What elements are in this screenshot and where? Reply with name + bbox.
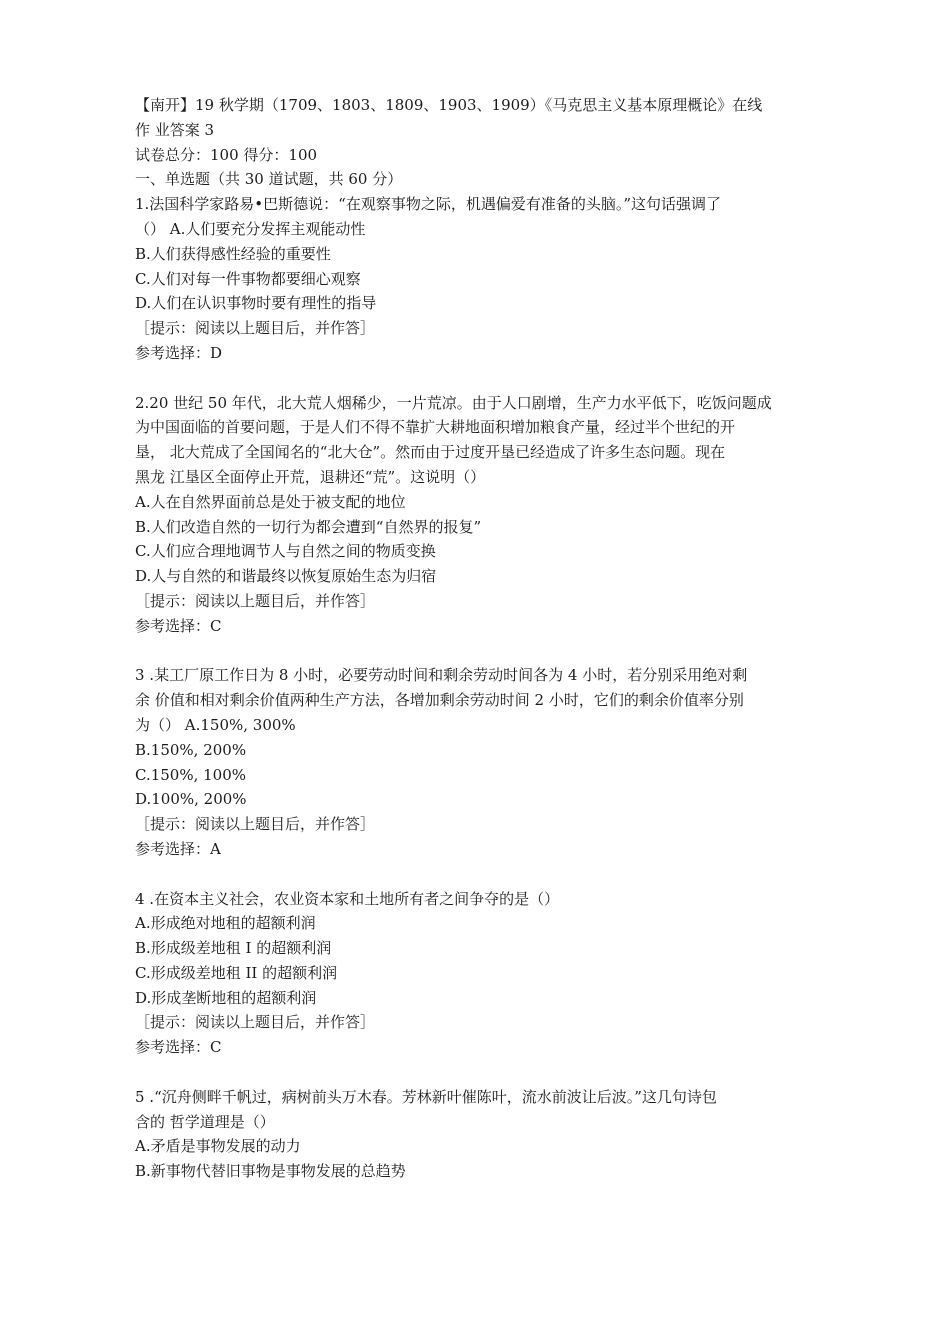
option-line: D.人与自然的和谐最终以恢复原始生态为归宿 <box>135 567 437 586</box>
question-line: 黑龙 江垦区全面停止开荒，退耕还“荒”。这说明（） <box>135 467 486 486</box>
section-heading: 一、单选题（共 30 道试题，共 60 分） <box>135 170 403 189</box>
answer-line: 参考选择：C <box>135 1038 222 1057</box>
question-line: 垦， 北大荒成了全国闻名的“北大仓”。然而由于过度开垦已经造成了许多生态问题。现在 <box>135 443 726 462</box>
option-line: C.形成级差地租 II 的超额利润 <box>135 963 338 982</box>
hint-line: ［提示：阅读以上题目后，并作答］ <box>135 815 376 834</box>
question-line: 2.20 世纪 50 年代，北大荒人烟稀少，一片荒凉。由于人口剧增，生产力水平低下，吃饭问题成 <box>135 393 772 412</box>
question-line: 4 .在资本主义社会，农业资本家和土地所有者之间争夺的是（） <box>135 889 560 908</box>
question-2 <box>135 391 825 639</box>
option-line: D.形成垄断地租的超额利润 <box>135 988 317 1007</box>
question-line: 为（） A.150%, 300% <box>135 715 296 734</box>
option-line: A.形成绝对地租的超额利润 <box>135 914 316 933</box>
hint-line: ［提示：阅读以上题目后，并作答］ <box>135 591 376 610</box>
question-line: 5 .“沉舟侧畔千帆过，病树前头万木春。芳林新叶催陈叶，流水前波让后波。”这几句诗包 <box>135 1087 717 1106</box>
spacer <box>135 1060 825 1085</box>
question-3 <box>135 663 825 861</box>
question-line: 1.法国科学家路易•巴斯德说：“在观察事物之际，机遇偏爱有准备的头脑。”这句话强调了 <box>135 195 721 214</box>
question-1 <box>135 192 825 366</box>
document-title-line-2: 作 业答案 3 <box>135 120 215 139</box>
option-line: B.150%, 200% <box>135 740 247 759</box>
answer-line: 参考选择：C <box>135 616 222 635</box>
document-title-line-1: 【南开】19 秋学期（1709、1803、1809、1903、1909）《马克思主义基本原理概论》在线 <box>135 96 763 114</box>
option-line: A.矛盾是事物发展的动力 <box>135 1137 301 1156</box>
document-page <box>135 93 825 1184</box>
question-line: 为中国面临的首要问题，于是人们不得不靠扩大耕地面积增加粮食产量，经过半个世纪的开 <box>135 418 736 437</box>
question-line: 3 .某工厂原工作日为 8 小时，必要劳动时间和剩余劳动时间各为 4 小时，若分别采用绝对剩 <box>135 666 748 685</box>
score-line: 试卷总分：100 得分：100 <box>135 145 318 164</box>
answer-line: 参考选择：D <box>135 343 223 362</box>
option-line: B.新事物代替旧事物是事物发展的总趋势 <box>135 1162 406 1181</box>
hint-line: ［提示：阅读以上题目后，并作答］ <box>135 319 376 338</box>
question-5 <box>135 1085 825 1184</box>
option-line: B.形成级差地租 I 的超额利润 <box>135 939 332 958</box>
option-line: C.150%, 100% <box>135 765 247 784</box>
question-line: 余 价值和相对剩余价值两种生产方法，各增加剩余劳动时间 2 小时，它们的剩余价值率分别 <box>135 691 744 710</box>
answer-line: 参考选择：A <box>135 839 221 858</box>
option-line: B.人们改造自然的一切行为都会遭到“自然界的报复” <box>135 517 482 536</box>
spacer <box>135 639 825 664</box>
hint-line: ［提示：阅读以上题目后，并作答］ <box>135 1013 376 1032</box>
option-line: C.人们应合理地调节人与自然之间的物质变换 <box>135 542 436 561</box>
option-line: C.人们对每一件事物都要细心观察 <box>135 269 361 288</box>
option-line: D.人们在认识事物时要有理性的指导 <box>135 294 377 313</box>
spacer <box>135 862 825 887</box>
option-line: B.人们获得感性经验的重要性 <box>135 244 331 263</box>
question-line: （） A.人们要充分发挥主观能动性 <box>135 219 366 238</box>
option-line: A.人在自然界面前总是处于被支配的地位 <box>135 492 406 511</box>
spacer <box>135 366 825 391</box>
question-line: 含的 哲学道理是（） <box>135 1112 275 1131</box>
option-line: D.100%, 200% <box>135 790 247 809</box>
question-4 <box>135 887 825 1061</box>
